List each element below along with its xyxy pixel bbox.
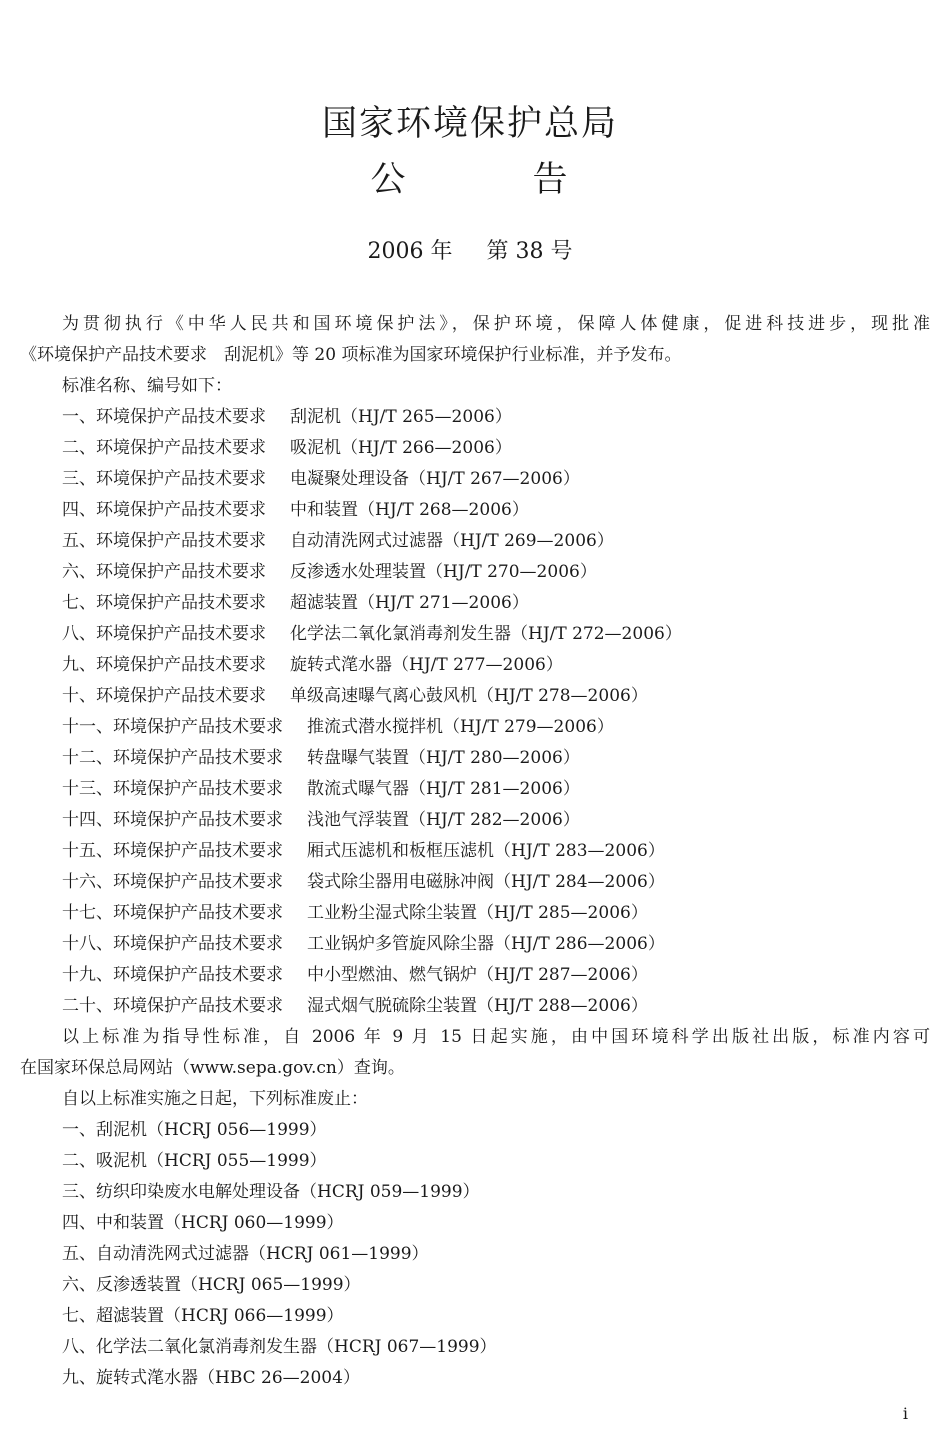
standard-prefix: 十七、环境保护产品技术要求 (62, 903, 283, 923)
standard-name: 转盘曝气装置（HJ/T 280—2006） (307, 748, 580, 768)
abolished-item: 五、自动清洗网式过滤器（HCRJ 061—1999） (62, 1244, 429, 1264)
standard-name: 化学法二氧化氯消毒剂发生器（HJ/T 272—2006） (290, 624, 682, 644)
standard-item (20, 526, 930, 557)
standard-name: 旋转式滗水器（HJ/T 277—2006） (290, 655, 563, 675)
standard-item (20, 836, 930, 867)
standard-name: 浅池气浮装置（HJ/T 282—2006） (307, 810, 580, 830)
standards-list (20, 402, 930, 1022)
implementation-line-2: 在国家环保总局网站（www.sepa.gov.cn）查询。 (20, 1058, 405, 1078)
standard-name: 中小型燃油、燃气锅炉（HJ/T 287—2006） (307, 965, 648, 985)
standard-item (20, 991, 930, 1022)
abolished-item: 三、纺织印染废水电解处理设备（HCRJ 059—1999） (62, 1182, 480, 1202)
standard-item (20, 464, 930, 495)
abolished-item: 四、中和装置（HCRJ 060—1999） (62, 1213, 344, 1233)
standard-item (20, 898, 930, 929)
standard-name: 单级高速曝气离心鼓风机（HJ/T 278—2006） (290, 686, 648, 706)
standard-name: 自动清洗网式过滤器（HJ/T 269—2006） (290, 531, 614, 551)
standard-prefix: 十八、环境保护产品技术要求 (62, 934, 283, 954)
standard-name: 中和装置（HJ/T 268—2006） (290, 500, 529, 520)
standard-prefix: 三、环境保护产品技术要求 (62, 469, 266, 489)
standard-prefix: 十五、环境保护产品技术要求 (62, 841, 283, 861)
standard-name: 工业粉尘湿式除尘装置（HJ/T 285—2006） (307, 903, 648, 923)
standard-item (20, 557, 930, 588)
standard-item (20, 805, 930, 836)
document-issue-number: 第 38 号 (486, 239, 573, 264)
announcement-title-left: 公 (370, 160, 408, 200)
announcement-title-right: 告 (532, 160, 570, 200)
implementation-line-1: 以上标准为指导性标准，自 2006 年 9 月 15 日起实施，由中国环境科学出版社出版，标准内容可 (62, 1027, 930, 1047)
abolished-item: 二、吸泥机（HCRJ 055—1999） (62, 1151, 327, 1171)
standard-name: 超滤装置（HJ/T 271—2006） (290, 593, 529, 613)
abolished-item: 八、化学法二氧化氯消毒剂发生器（HCRJ 067—1999） (62, 1337, 497, 1357)
standard-item (20, 929, 930, 960)
standard-item (20, 712, 930, 743)
abolished-list (20, 1115, 930, 1394)
standard-prefix: 十四、环境保护产品技术要求 (62, 810, 283, 830)
standard-item (20, 681, 930, 712)
standard-prefix: 十、环境保护产品技术要求 (62, 686, 266, 706)
standard-item (20, 619, 930, 650)
abolished-item: 七、超滤装置（HCRJ 066—1999） (62, 1306, 344, 1326)
abolished-item: 六、反渗透装置（HCRJ 065—1999） (62, 1275, 361, 1295)
standard-prefix: 九、环境保护产品技术要求 (62, 655, 266, 675)
standard-prefix: 二、环境保护产品技术要求 (62, 438, 266, 458)
intro-line-2: 《环境保护产品技术要求 刮泥机》等 20 项标准为国家环境保护行业标准，并予发布。 (20, 345, 682, 365)
standard-name: 电凝聚处理设备（HJ/T 267—2006） (290, 469, 580, 489)
standard-item (20, 402, 930, 433)
standard-prefix: 十二、环境保护产品技术要求 (62, 748, 283, 768)
standard-item (20, 743, 930, 774)
agency-title: 国家环境保护总局 (321, 104, 618, 144)
document-number (0, 234, 940, 265)
standard-item (20, 650, 930, 681)
abolished-list-heading: 自以上标准实施之日起，下列标准废止： (62, 1089, 368, 1109)
intro-line-1: 为贯彻执行《中华人民共和国环境保护法》，保护环境，保障人体健康，促进科技进步，现批准 (62, 314, 930, 334)
standards-list-heading: 标准名称、编号如下： (62, 376, 232, 396)
document-year: 2006 年 (367, 239, 453, 264)
standard-name: 厢式压滤机和板框压滤机（HJ/T 283—2006） (307, 841, 665, 861)
standard-prefix: 十九、环境保护产品技术要求 (62, 965, 283, 985)
announcement-body (20, 309, 930, 1394)
standard-name: 反渗透水处理装置（HJ/T 270—2006） (290, 562, 597, 582)
standard-item (20, 433, 930, 464)
standard-prefix: 十一、环境保护产品技术要求 (62, 717, 283, 737)
standard-prefix: 六、环境保护产品技术要求 (62, 562, 266, 582)
page-number: i (902, 1404, 908, 1423)
standard-name: 工业锅炉多管旋风除尘器（HJ/T 286—2006） (307, 934, 665, 954)
standard-item (20, 588, 930, 619)
standard-name: 散流式曝气器（HJ/T 281—2006） (307, 779, 580, 799)
standard-name: 湿式烟气脱硫除尘装置（HJ/T 288—2006） (307, 996, 648, 1016)
standard-prefix: 二十、环境保护产品技术要求 (62, 996, 283, 1016)
standard-prefix: 十三、环境保护产品技术要求 (62, 779, 283, 799)
standard-item (20, 960, 930, 991)
standard-prefix: 八、环境保护产品技术要求 (62, 624, 266, 644)
abolished-item: 九、旋转式滗水器（HBC 26—2004） (62, 1368, 360, 1388)
standard-prefix: 五、环境保护产品技术要求 (62, 531, 266, 551)
standard-item (20, 495, 930, 526)
standard-prefix: 七、环境保护产品技术要求 (62, 593, 266, 613)
standard-name: 袋式除尘器用电磁脉冲阀（HJ/T 284—2006） (307, 872, 665, 892)
standard-prefix: 十六、环境保护产品技术要求 (62, 872, 283, 892)
standard-item (20, 867, 930, 898)
standard-name: 刮泥机（HJ/T 265—2006） (290, 407, 512, 427)
abolished-item: 一、刮泥机（HCRJ 056—1999） (62, 1120, 327, 1140)
standard-name: 推流式潜水搅拌机（HJ/T 279—2006） (307, 717, 614, 737)
standard-prefix: 四、环境保护产品技术要求 (62, 500, 266, 520)
standard-item (20, 774, 930, 805)
standard-name: 吸泥机（HJ/T 266—2006） (290, 438, 512, 458)
announcement-title (0, 152, 940, 202)
standard-prefix: 一、环境保护产品技术要求 (62, 407, 266, 427)
